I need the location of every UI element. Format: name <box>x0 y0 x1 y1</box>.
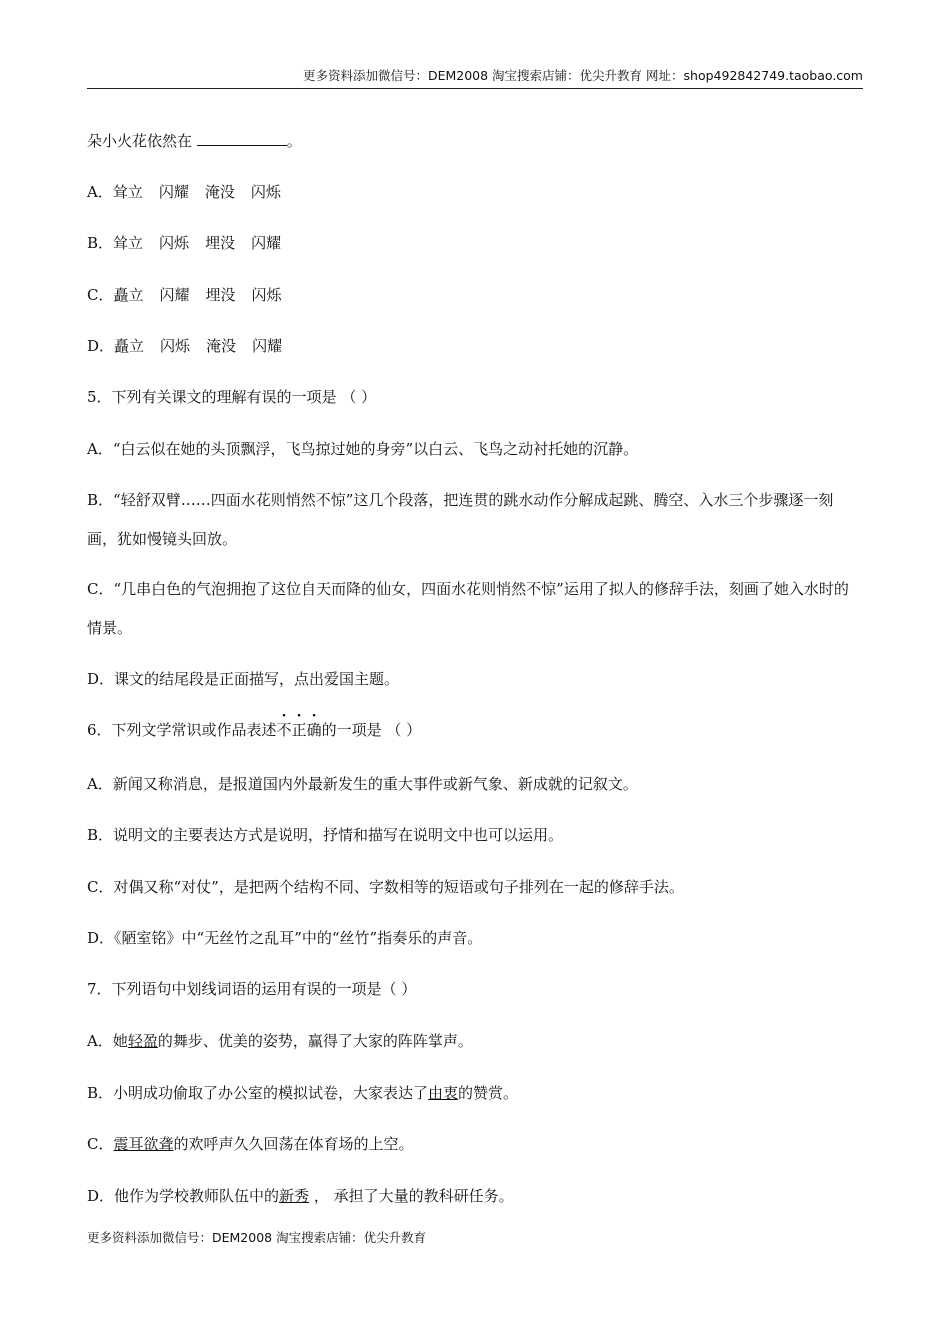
q4-option-d <box>87 335 298 356</box>
option-text: 的欢呼声久久回荡在体育场的上空。 <box>173 1135 414 1153</box>
q7-option-b <box>87 1082 518 1103</box>
q4-option-b <box>87 232 297 253</box>
option-text: B．小明成功偷取了办公室的模拟试卷，大家表达了 <box>87 1084 429 1102</box>
q4-stem-text: 朵小火花依然在 <box>87 132 197 150</box>
option-word: 闪烁 <box>250 183 281 201</box>
option-word: 埋没 <box>205 234 236 252</box>
q6-option-c: C．对偶又称“对仗”，是把两个结构不同、字数相等的短语或句子排列在一起的修辞手法。 <box>87 878 684 896</box>
q6-option-b: B．说明文的主要表达方式是说明，抒情和描写在说明文中也可以运用。 <box>87 826 564 844</box>
option-label: B． <box>87 234 114 252</box>
q7-option-d <box>87 1185 514 1206</box>
option-label: A． <box>87 183 113 201</box>
q5-stem: 5．下列有关课文的理解有误的一项是 （ ） <box>87 388 377 406</box>
emphasis-char: 正 <box>291 721 307 739</box>
option-word: 耸立 <box>113 234 144 252</box>
option-text: C． <box>87 1135 114 1153</box>
q5-option-a: A．“白云似在她的头顶飘浮，飞鸟掠过她的身旁”以白云、飞鸟之动衬托她的沉静。 <box>87 440 639 458</box>
option-word: 闪耀 <box>252 337 283 355</box>
q5-option-b: B．“轻舒双臂……四面水花则悄然不惊”这几个段落，把连贯的跳水动作分解成起跳、腾空、入水三个步骤逐一刻画，犹如慢镜头回放。 <box>87 491 834 548</box>
q5-option-d: D．课文的结尾段是正面描写，点出爱国主题。 <box>87 670 400 688</box>
option-word: 闪耀 <box>159 286 190 304</box>
q7-option-a <box>87 1030 473 1051</box>
option-label: C． <box>87 286 114 304</box>
option-word: 耸立 <box>112 183 143 201</box>
q4-stem-end: 。 <box>286 132 302 150</box>
q4-option-c <box>87 284 298 305</box>
option-text: ， 承担了大量的教科研任务。 <box>309 1187 514 1205</box>
q7-stem: 7．下列语句中划线词语的运用有误的一项是（ ） <box>87 980 417 998</box>
underlined-word: 新秀 <box>279 1187 310 1205</box>
option-label: D． <box>87 337 115 355</box>
q4-stem <box>87 130 302 151</box>
option-text: 的舞步、优美的姿势，赢得了大家的阵阵掌声。 <box>157 1032 473 1050</box>
option-word: 闪耀 <box>251 234 282 252</box>
option-text: D．他作为学校教师队伍中的 <box>87 1187 280 1205</box>
q6-option-d: D．《陋室铭》中“无丝竹之乱耳”中的“丝竹”指奏乐的声音。 <box>87 929 483 947</box>
emphasis-char: 确 <box>306 721 322 739</box>
option-text: 的赞赏。 <box>458 1084 519 1102</box>
q6-stem <box>87 719 421 740</box>
underlined-word: 轻盈 <box>127 1032 158 1050</box>
option-word: 闪烁 <box>251 286 282 304</box>
option-word: 矗立 <box>113 286 144 304</box>
option-word: 矗立 <box>114 337 145 355</box>
option-word: 淹没 <box>206 337 237 355</box>
option-word: 淹没 <box>204 183 235 201</box>
underlined-word: 由衷 <box>428 1084 459 1102</box>
q4-answer-blank <box>197 131 287 146</box>
q6-stem-text: 6．下列文学常识或作品表述 <box>87 721 277 739</box>
option-word: 埋没 <box>205 286 236 304</box>
q7-option-c <box>87 1133 414 1154</box>
q6-stem-tail: 的一项是 （ ） <box>321 721 422 739</box>
page-header: 更多资料添加微信号：DEM2008 淘宝搜索店铺：优尖升教育 网址：shop492842749.taobao.com <box>87 66 863 89</box>
underlined-word: 震耳欲聋 <box>113 1135 174 1153</box>
option-text: A．她 <box>87 1032 128 1050</box>
option-word: 闪耀 <box>158 183 189 201</box>
option-word: 闪烁 <box>159 234 190 252</box>
q4-option-a <box>87 181 297 202</box>
q5-option-c: C．“几串白色的气泡拥抱了这位自天而降的仙女，四面水花则悄然不惊”运用了拟人的修辞手法，刻画了她入水时的情景。 <box>87 580 849 637</box>
q6-option-a: A．新闻又称消息，是报道国内外最新发生的重大事件或新气象、新成就的记叙文。 <box>87 775 638 793</box>
option-word: 闪烁 <box>160 337 191 355</box>
emphasis-char: 不 <box>276 721 292 739</box>
page-footer: 更多资料添加微信号：DEM2008 淘宝搜索店铺：优尖升教育 <box>87 1230 427 1245</box>
